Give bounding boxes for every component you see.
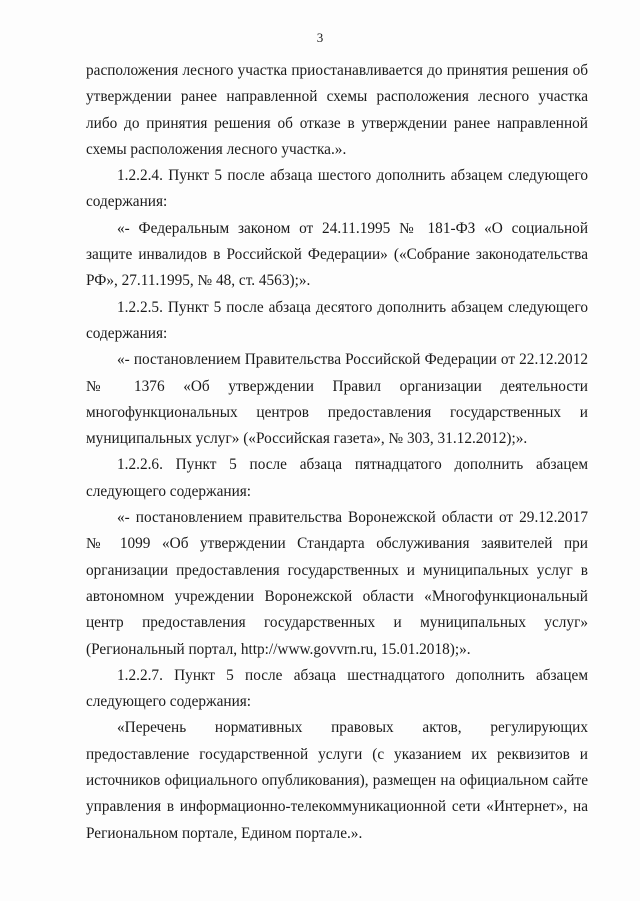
paragraph-quote-government-decree: «- постановлением Правительства Российской Федерации от 22.12.2012 № 1376 «Об утверждении Правил организации деятельности многофункциональных центров предоставления государственных и муниципальных услуг» («Российская газета», № 303, 31.12.2012);». [86,351,588,448]
paragraph-item-1-2-2-6: 1.2.2.6. Пункт 5 после абзаца пятнадцатого дополнить абзацем следующего содержания: [86,456,588,500]
paragraph-item-1-2-2-7: 1.2.2.7. Пункт 5 после абзаца шестнадцатого дополнить абзацем следующего содержания: [86,666,588,711]
paragraph-continuation: расположения лесного участка приостанавливается до принятия решения об утверждении ранее направленной схемы расположения лесного участка либо до принятия решения об отказе в утверждении ранее направленной схемы расположения лесного участка.». [86,62,588,158]
paragraph-quote-voronezh-decree: «- постановлением правительства Воронежской области от 29.12.2017 № 1099 «Об утверждении Стандарта обслуживания заявителей при организации предоставления государственных и муниципальных услуг в автономном учреждении Воронежской области «Многофункциональный центр предоставления государственных и муниципальных услуг» (Региональный портал, http://www.govvrn.ru, 15.01.2018);». [86,509,588,658]
document-body [86,58,588,847]
paragraph-item-1-2-2-5: 1.2.2.5. Пункт 5 после абзаца десятого дополнить абзацем следующего содержания: [86,298,588,342]
paragraph-item-1-2-2-4: 1.2.2.4. Пункт 5 после абзаца шестого дополнить абзацем следующего содержания: [86,167,588,211]
paragraph-quote-legal-acts-list: «Перечень нормативных правовых актов, регулирующих предоставление государственной услуги (с указанием их реквизитов и источников официального опубликования), размещен на официальном сайте управления в информационно-телекоммуникационной сети «Интернет», на Региональном портале, Едином портале.». [86,719,588,842]
page-number: 3 [316,30,324,45]
paragraph-quote-federal-law: «- Федеральным законом от 24.11.1995 № 181-ФЗ «О социальной защите инвалидов в Российской Федерации» («Собрание законодательства РФ», 27.11.1995, № 48, ст. 4563);». [86,219,588,290]
